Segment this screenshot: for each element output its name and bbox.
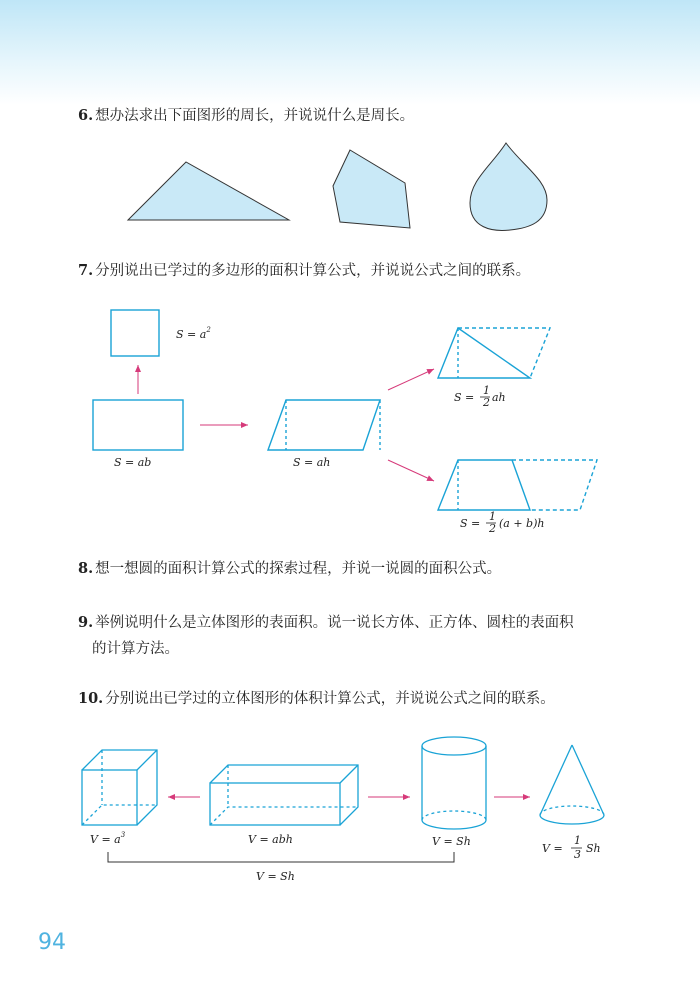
rectangle-shape [93,400,183,450]
bracket-formula: V = Sh [256,870,295,883]
page-number: 94 [38,930,66,955]
arrow-up-right [388,369,434,390]
trapezoid-frac-num: 1 [489,510,496,523]
triangle-shape [438,328,530,378]
triangle-formula-suffix: ah [492,391,506,404]
triangle-completion [458,328,550,378]
question-text: 分别说出已学过的多边形的面积计算公式，并说说公式之间的联系。 [95,263,531,279]
arrow-down-right [388,460,434,481]
drop-shape [470,143,547,230]
cone-frac-num: 1 [574,834,581,847]
question-number: 6. [78,107,94,124]
question-number: 9. [78,614,94,631]
question-9-continued: 的计算方法。 [92,641,179,657]
trapezoid-completion [512,460,597,510]
triangle-frac-den: 2 [483,396,490,409]
question-number: 8. [78,560,94,577]
cube-shape [82,750,157,825]
cone-formula-prefix: V = [542,842,563,855]
triangle-shape [128,162,289,220]
rectangle-formula: S = ab [114,456,152,469]
trapezoid-formula-suffix: (a + b)h [499,517,545,530]
sh-bracket [108,852,454,862]
cylinder-shape [422,737,486,829]
parallelogram-shape [268,400,380,450]
cylinder-formula: V = Sh [432,835,471,848]
q10-formulas [90,831,601,883]
cube-formula: $V = a^3$ [90,831,126,846]
triangle-frac-num: 1 [483,384,490,397]
cuboid-formula: V = abh [248,833,293,846]
trapezoid-formula-prefix: S = [460,517,481,530]
question-number: 10. [78,690,104,707]
q6-figures [128,143,547,230]
square-shape [111,310,159,356]
q10-diagram [82,737,604,829]
question-text: 分别说出已学过的立体图形的体积计算公式，并说说公式之间的联系。 [105,691,555,707]
parallelogram-formula: S = ah [293,456,331,469]
cone-frac-den: 3 [574,848,581,861]
question-number: 7. [78,262,94,279]
question-text: 想一想圆的面积计算公式的探索过程，并说一说圆的面积公式。 [95,561,502,577]
cone-formula-suffix: Sh [586,842,601,855]
square-formula: $S = a^2$ [176,326,211,341]
trapezoid-shape [438,460,530,510]
q7-formulas [114,326,544,535]
question-text: 举例说明什么是立体图形的表面积。说一说长方体、正方体、圆柱的表面积 [95,615,574,631]
cuboid-shape [210,765,358,825]
question-text: 想办法求出下面图形的周长，并说说什么是周长。 [95,108,415,124]
pentagon-shape [333,150,410,228]
q7-diagram [93,310,597,510]
triangle-formula-prefix: S = [454,391,475,404]
cone-shape [540,745,604,824]
trapezoid-frac-den: 2 [489,522,496,535]
